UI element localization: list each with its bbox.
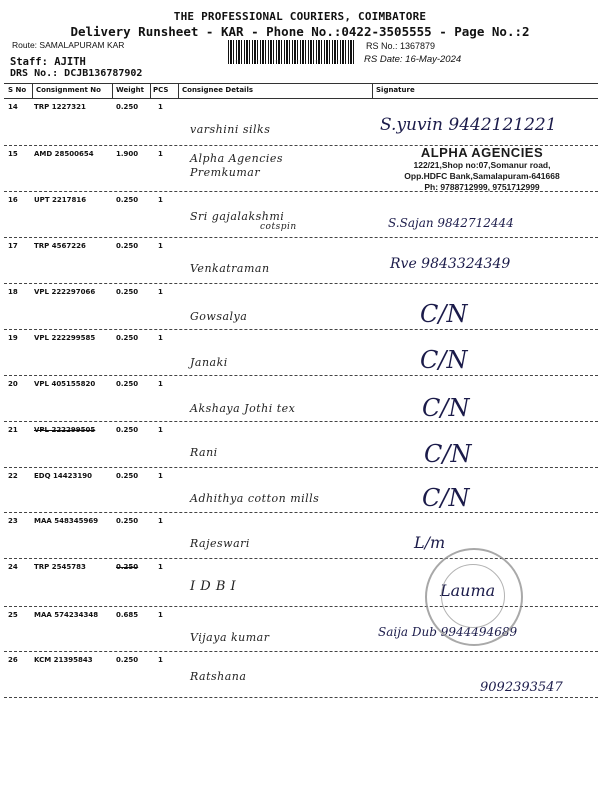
table-row xyxy=(4,240,598,286)
row-consignee: Venkatraman xyxy=(190,262,270,275)
table-row xyxy=(4,332,598,378)
row-consignee: Rajeswari xyxy=(190,537,250,550)
row-consignment: VPL 222299505 xyxy=(34,426,96,434)
row-sno: 18 xyxy=(8,288,18,296)
row-weight: 0.250 xyxy=(116,196,139,204)
header-signature: Signature xyxy=(376,86,415,94)
stamp-phone: Ph: 9788712999, 9751712999 xyxy=(424,182,540,192)
row-signature: C/N xyxy=(424,440,472,468)
seal-inner-ring xyxy=(441,564,505,628)
row-consignee: Ratshana xyxy=(190,670,247,683)
table-row xyxy=(4,378,598,424)
drs-number: DRS No.: DCJB136787902 xyxy=(10,68,143,79)
route-label: Route: SAMALAPURAM KAR xyxy=(12,40,125,50)
table-row xyxy=(4,515,598,561)
row-consignment: VPL 222297066 xyxy=(34,288,96,296)
rs-number: RS No.: 1367879 xyxy=(366,41,436,51)
row-signature: Rve 9843324349 xyxy=(390,256,511,272)
row-weight: 1.900 xyxy=(116,150,139,158)
row-sno: 26 xyxy=(8,656,18,664)
row-sno: 16 xyxy=(8,196,18,204)
row-pcs: 1 xyxy=(158,196,163,204)
row-divider xyxy=(4,467,598,468)
row-weight: 0.685 xyxy=(116,611,139,619)
header-weight: Weight xyxy=(116,86,144,94)
row-weight: 0.250 xyxy=(116,334,139,342)
row-sno: 23 xyxy=(8,517,18,525)
row-pcs: 1 xyxy=(158,334,163,342)
row-consignment: AMD 28500654 xyxy=(34,150,94,158)
row-weight: 0.250 xyxy=(116,426,139,434)
row-sno: 24 xyxy=(8,563,18,571)
row-signature: 9092393547 xyxy=(480,680,563,695)
row-pcs: 1 xyxy=(158,426,163,434)
row-signature: C/N xyxy=(420,300,468,328)
row-weight: 0.250 xyxy=(116,103,139,111)
row-weight: 0.250 xyxy=(116,656,139,664)
row-signature: C/N xyxy=(420,346,468,374)
row-consignee: varshini silks xyxy=(190,123,271,136)
table-row xyxy=(4,654,598,700)
row-consignment: UPT 2217816 xyxy=(34,196,87,204)
row-sno: 20 xyxy=(8,380,18,388)
runsheet-subtitle: Delivery Runsheet - KAR - Phone No.:0422-3505555 - Page No.:2 xyxy=(70,24,530,39)
row-pcs: 1 xyxy=(158,242,163,250)
row-consignee: I D B I xyxy=(190,579,237,594)
row-signature: C/N xyxy=(422,484,470,512)
row-divider xyxy=(4,651,598,652)
row-sno: 19 xyxy=(8,334,18,342)
row-consignee-line2: Premkumar xyxy=(190,166,261,179)
table-header xyxy=(6,84,598,98)
row-signature: L/m xyxy=(414,533,446,552)
row-consignee-line2: cotspin xyxy=(260,222,297,232)
row-weight: 0.250 xyxy=(116,380,139,388)
row-signature: S.yuvin 9442121221 xyxy=(380,115,557,135)
row-consignment: EDQ 14423190 xyxy=(34,472,92,480)
header-consignee: Consignee Details xyxy=(182,86,254,94)
row-signature: Saija Dub 9944494689 xyxy=(378,625,518,639)
row-pcs: 1 xyxy=(158,380,163,388)
row-consignment: VPL 405155820 xyxy=(34,380,96,388)
header-consignment: Consignment No xyxy=(36,86,101,94)
row-consignment: KCM 21395843 xyxy=(34,656,93,664)
row-signature: C/N xyxy=(422,394,470,422)
alpha-agencies-stamp xyxy=(376,145,588,201)
row-consignment: VPL 222299585 xyxy=(34,334,96,342)
barcode-image xyxy=(228,40,356,64)
row-divider xyxy=(4,237,598,238)
row-pcs: 1 xyxy=(158,611,163,619)
row-weight: 0.250 xyxy=(116,242,139,250)
row-pcs: 1 xyxy=(158,472,163,480)
row-pcs: 1 xyxy=(158,103,163,111)
row-divider xyxy=(4,697,598,698)
row-weight: 0.250 xyxy=(116,288,139,296)
row-signature: Lauma xyxy=(440,581,496,600)
row-consignee: Rani xyxy=(190,446,218,459)
row-consignment: TRP 2545783 xyxy=(34,563,86,571)
row-consignee: Gowsalya xyxy=(190,310,248,323)
row-consignment: MAA 548345969 xyxy=(34,517,99,525)
row-divider xyxy=(4,558,598,559)
row-divider xyxy=(4,421,598,422)
header-sno: S No xyxy=(8,86,27,94)
stamp-name: ALPHA AGENCIES xyxy=(420,145,544,160)
row-pcs: 1 xyxy=(158,563,163,571)
round-seal-icon xyxy=(425,548,523,646)
row-weight: 0.250 xyxy=(116,517,139,525)
row-signature: S.Sajan 9842712444 xyxy=(388,216,514,230)
row-divider xyxy=(4,512,598,513)
row-pcs: 1 xyxy=(158,288,163,296)
row-sno: 21 xyxy=(8,426,18,434)
row-consignee: Vijaya kumar xyxy=(190,631,270,644)
row-sno: 15 xyxy=(8,150,18,158)
header-pcs: PCS xyxy=(153,86,169,94)
row-weight: 0.250 xyxy=(116,563,139,571)
row-pcs: 1 xyxy=(158,656,163,664)
stamp-address-line2: Opp.HDFC Bank,Samalapuram-641668 xyxy=(404,171,560,181)
row-sno: 14 xyxy=(8,103,18,111)
company-title: THE PROFESSIONAL COURIERS, COIMBATORE xyxy=(173,10,427,23)
row-consignee: Sri gajalakshmi xyxy=(190,210,285,223)
row-divider xyxy=(4,329,598,330)
row-consignment: TRP 4567226 xyxy=(34,242,86,250)
row-pcs: 1 xyxy=(158,150,163,158)
row-sno: 22 xyxy=(8,472,18,480)
row-consignment: TRP 1227321 xyxy=(34,103,86,111)
row-sno: 25 xyxy=(8,611,18,619)
row-consignee: Alpha Agencies xyxy=(190,152,284,165)
stamp-address-line1: 122/21,Shop no:07,Somanur road, xyxy=(413,160,551,170)
row-consignment: MAA 574234348 xyxy=(34,611,99,619)
row-sno: 17 xyxy=(8,242,18,250)
row-divider xyxy=(4,375,598,376)
row-weight: 0.250 xyxy=(116,472,139,480)
row-consignee: Adhithya cotton mills xyxy=(190,492,320,505)
row-divider xyxy=(4,283,598,284)
row-consignee: Akshaya Jothi tex xyxy=(190,402,296,415)
rs-date: RS Date: 16-May-2024 xyxy=(364,54,462,65)
staff-label: Staff: AJITH xyxy=(10,56,86,68)
row-pcs: 1 xyxy=(158,517,163,525)
table-row xyxy=(4,101,598,147)
table-row xyxy=(4,286,598,332)
table-row xyxy=(4,470,598,516)
table-header-bottom-border xyxy=(4,98,598,99)
row-consignee: Janaki xyxy=(190,356,228,369)
table-row xyxy=(4,424,598,470)
